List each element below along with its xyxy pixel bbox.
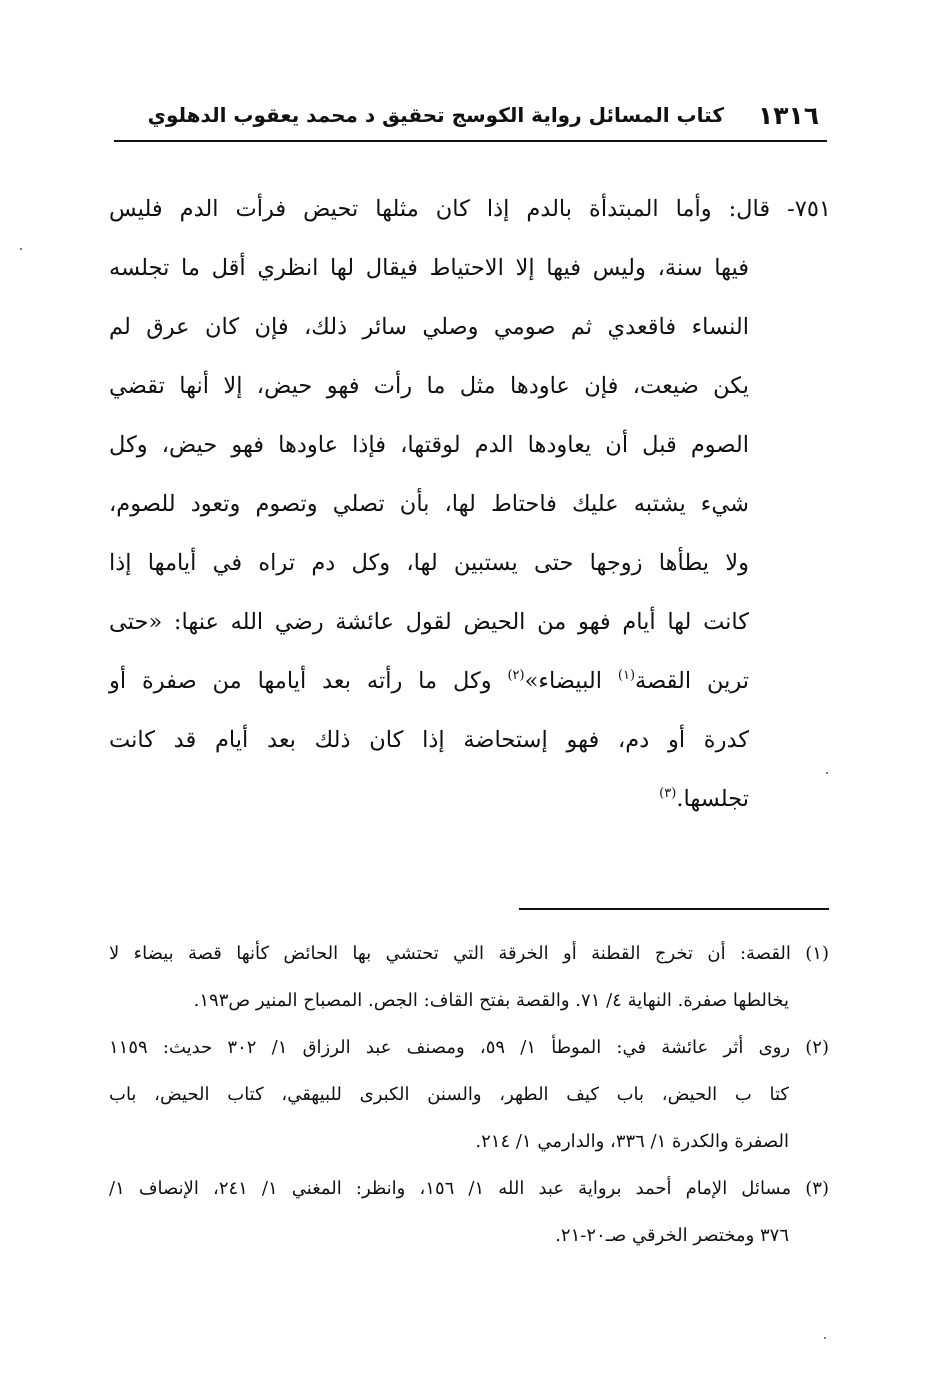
footnote-line: (١) القصة: أن تخرج القطنة أو الخرقة التي تحتشي بها الحائض كأنها قصة بيضاء لا <box>109 943 829 964</box>
footnote-marker: (٣) <box>659 786 677 801</box>
running-title: كتاب المسائل رواية الكوسج تحقيق د محمد يعقوب الدهلوي <box>147 103 724 127</box>
footnote-separator <box>519 908 829 910</box>
footnote-line: ٣٧٦ ومختصر الخرقي صـ٢٠-٢١. <box>555 1225 789 1246</box>
entry-line <box>109 180 831 239</box>
entry-text: ترين القصة <box>635 668 750 694</box>
entry-line: فيها سنة، وليس فيها إلا الاحتياط فيقال لها انظري أقل ما تجلسه <box>109 255 749 281</box>
entry-text: تجلسها. <box>676 786 749 812</box>
footnote-3 <box>109 1165 829 1259</box>
entry-line: كدرة أو دم، فهو إستحاضة إذا كان ذلك بعد أيام قد كانت <box>109 727 749 753</box>
footnote-marker: (٢) <box>507 668 525 683</box>
scan-speck <box>20 248 22 250</box>
entry-line <box>109 652 749 711</box>
entry-text: قال: وأما المبتدأة بالدم إذا كان مثلها تحيض فرأت الدم فليس <box>109 196 771 222</box>
entry-751 <box>109 180 831 829</box>
entry-text: وكل ما رأته بعد أيامها من صفرة أو <box>109 668 492 694</box>
footnote-line: (٢) روى أثر عائشة في: الموطأ ١/ ٥٩، ومصنف عبد الرزاق ١/ ٣٠٢ حديث: ١١٥٩ <box>109 1037 829 1058</box>
entry-line: ولا يطأها زوجها حتى يستبين لها، وكل دم تراه في أيامها إذا <box>109 550 749 576</box>
entry-line: النساء فاقعدي ثم صومي وصلي سائر ذلك، فإن كان عرق لم <box>109 314 749 340</box>
entry-line: كانت لها أيام فهو من الحيض لقول عائشة رضي الله عنها: «حتى <box>109 609 749 635</box>
entry-line: الصوم قبل أن يعاودها الدم لوقتها، فإذا عاودها فهو حيض، وكل <box>109 432 749 458</box>
entry-line: شيء يشتبه عليك فاحتاط لها، بأن تصلي وتصوم وتعود للصوم، <box>109 491 749 517</box>
footnote-1 <box>109 930 829 1024</box>
footnote-line: الصفرة والكدرة ١/ ٣٣٦، والدارمي ١/ ٢١٤. <box>475 1131 789 1152</box>
footnote-line: يخالطها صفرة. النهاية ٤/ ٧١. والقصة بفتح القاف: الجص. المصباح المنير ص١٩٣. <box>193 990 789 1011</box>
footnote-2 <box>109 1024 829 1165</box>
header-rule <box>114 140 827 142</box>
footnote-line: (٣) مسائل الإمام أحمد برواية عبد الله ١/ ١٥٦، وانظر: المغني ١/ ٢٤١، الإنصاف ١/ <box>109 1178 829 1199</box>
scan-speck <box>826 772 828 774</box>
footnote-marker: (١) <box>617 668 636 683</box>
footnotes <box>109 930 829 1259</box>
entry-text: البيضاء» <box>524 668 602 694</box>
entry-line <box>109 770 749 829</box>
footnote-line: كتا ب الحيض، باب كيف الطهر، والسنن الكبرى للبيهقي، كتاب الحيض، باب <box>109 1084 789 1105</box>
running-header <box>110 92 819 138</box>
entry-line: يكن ضيعت، فإن عاودها مثل ما رأت فهو حيض، إلا أنها تقضي <box>109 373 749 399</box>
entry-number: ٧٥١- <box>787 196 831 222</box>
page-number: ١٣١٦ <box>757 100 819 130</box>
scan-speck <box>824 1337 826 1339</box>
